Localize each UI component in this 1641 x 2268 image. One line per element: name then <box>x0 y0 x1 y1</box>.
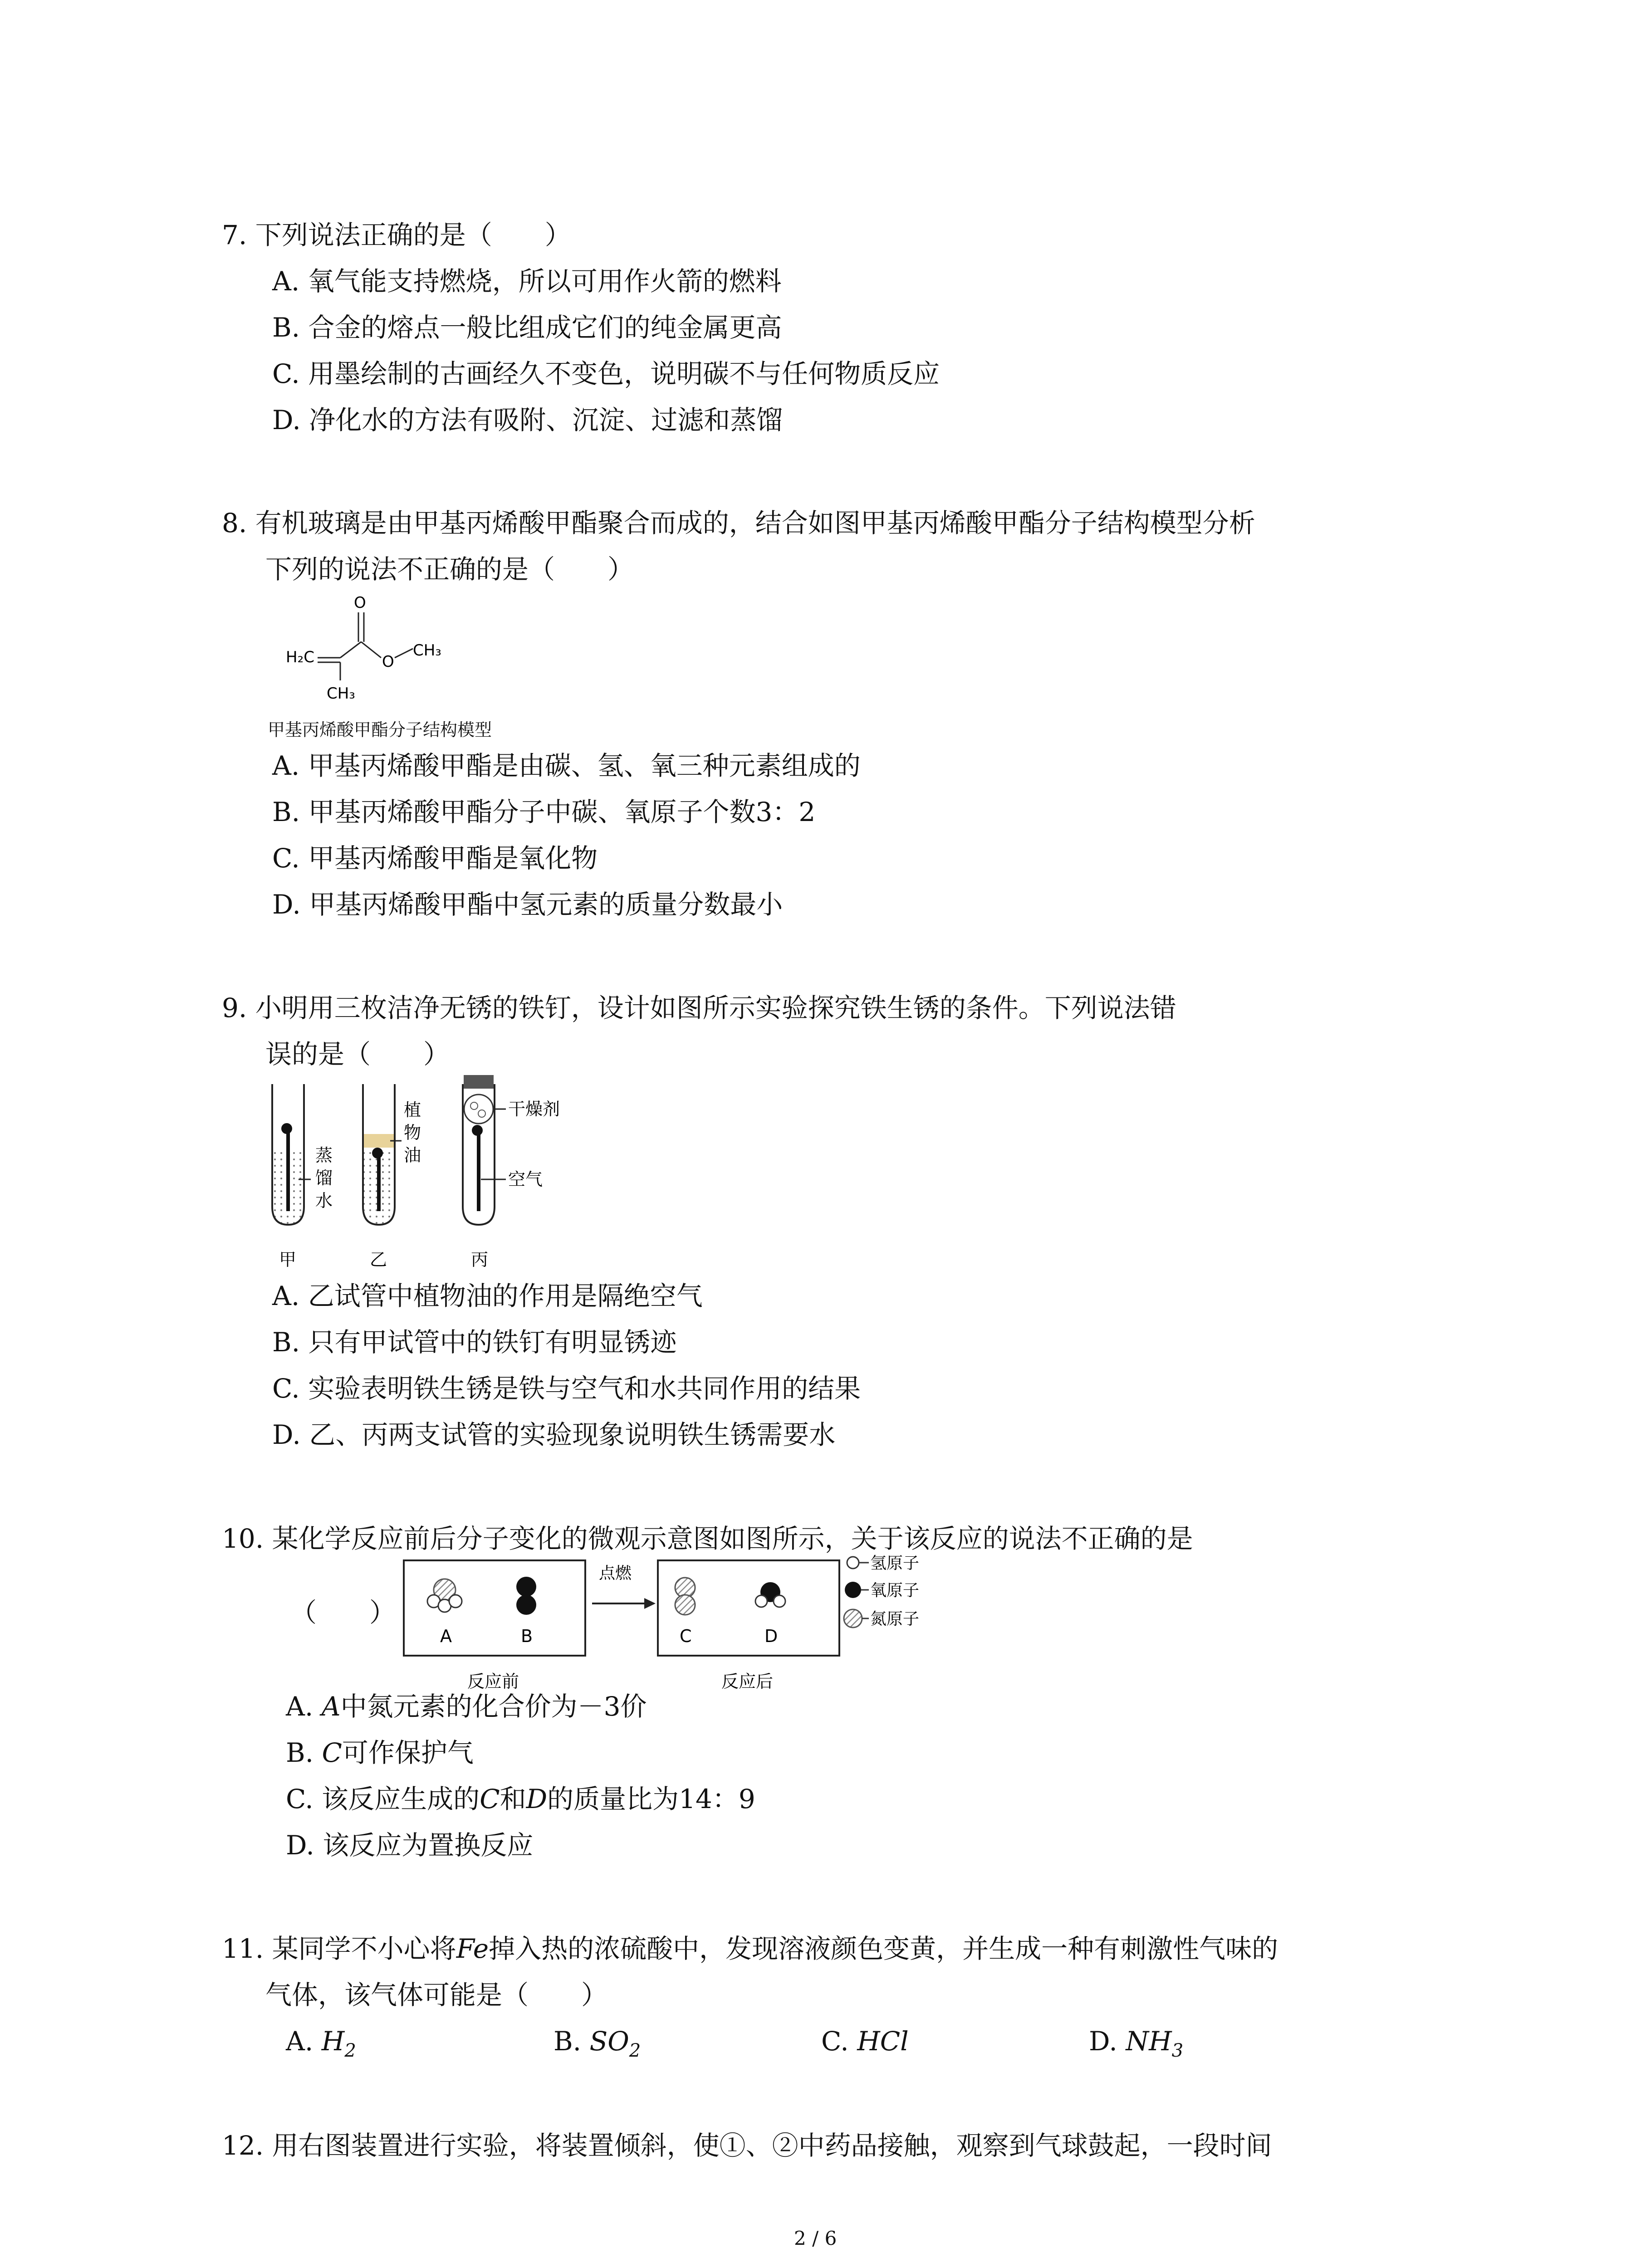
oil-label-3: 油 <box>404 1145 421 1165</box>
legend-oxygen: 氧原子 <box>870 1581 920 1600</box>
legend-hydrogen: 氢原子 <box>870 1554 920 1573</box>
tube-label-yi: 乙 <box>370 1250 387 1270</box>
q10-reaction-figure <box>399 1551 944 1701</box>
oil-label-1: 植 <box>404 1100 421 1120</box>
q9-option-b: B. 只有甲试管中的铁钉有明显锈迹 <box>272 1327 677 1358</box>
q8-figure-caption: 甲基丙烯酸甲酯分子结构模型 <box>268 720 492 740</box>
h2c-label: H₂C <box>286 648 314 666</box>
tube-label-jia: 甲 <box>279 1250 297 1270</box>
ignition-label: 点燃 <box>599 1564 632 1583</box>
legend-nitrogen: 氮原子 <box>870 1610 920 1628</box>
q7-stem: 7. 下列说法正确的是（ ） <box>222 220 571 250</box>
q7-option-d: D. 净化水的方法有吸附、沉淀、过滤和蒸馏 <box>272 405 783 435</box>
q11-option-d: D. $NH_3$ <box>1089 2026 1184 2061</box>
q8-stem-line1: 8. 有机玻璃是由甲基丙烯酸甲酯聚合而成的，结合如图甲基丙烯酸甲酯分子结构模型分析 <box>222 508 1255 538</box>
q7-option-a: A. 氧气能支持燃烧，所以可用作火箭的燃料 <box>272 266 782 297</box>
q9-option-c: C. 实验表明铁生锈是铁与空气和水共同作用的结果 <box>272 1373 861 1404</box>
q7-option-b: B. 合金的熔点一般比组成它们的纯金属更高 <box>272 312 782 343</box>
page-number: 2 / 6 <box>794 2227 837 2249</box>
label-a: A <box>440 1626 452 1646</box>
q10-option-a: A. A中氮元素的化合价为－3价 <box>286 1691 647 1722</box>
q8-option-c: C. 甲基丙烯酸甲酯是氧化物 <box>272 843 598 874</box>
q10-stem-line1: 10. 某化学反应前后分子变化的微观示意图如图所示，关于该反应的说法不正确的是 <box>222 1523 1193 1554</box>
carbonyl-o-label: O <box>354 594 366 612</box>
oil-label-2: 物 <box>404 1123 421 1143</box>
q8-option-a: A. 甲基丙烯酸甲酯是由碳、氢、氧三种元素组成的 <box>272 750 861 781</box>
q10-option-c: C. 该反应生成的C和D的质量比为14：9 <box>286 1784 755 1814</box>
label-b: B <box>521 1626 533 1646</box>
tube-label-bing: 丙 <box>471 1250 489 1270</box>
q10-stem-line2: （ ） <box>290 1597 396 1628</box>
q9-option-d: D. 乙、丙两支试管的实验现象说明铁生锈需要水 <box>272 1419 836 1450</box>
ester-o-label: O <box>382 653 394 671</box>
water-label-1: 蒸 <box>315 1145 333 1165</box>
tube-jia <box>272 1084 311 1225</box>
tube-bing <box>463 1075 506 1225</box>
before-box <box>404 1560 585 1656</box>
q8-stem-line2: 下列的说法不正确的是（ ） <box>265 554 634 585</box>
q8-option-d: D. 甲基丙烯酸甲酯中氢元素的质量分数最小 <box>272 889 783 920</box>
water-label-2: 馏 <box>315 1168 333 1188</box>
q11-option-b: B. $SO_2$ <box>554 2026 641 2061</box>
q12-stem-line1: 12. 用右图装置进行实验，将装置倾斜，使①、②中药品接触，观察到气球鼓起，一段时间 <box>222 2130 1272 2161</box>
desiccant-label: 干燥剂 <box>508 1099 560 1119</box>
q9-option-a: A. 乙试管中植物油的作用是隔绝空气 <box>272 1281 703 1311</box>
label-c: C <box>680 1626 692 1646</box>
q10-option-d: D. 该反应为置换反应 <box>286 1830 534 1861</box>
q9-stem-line1: 9. 小明用三枚洁净无锈的铁钉，设计如图所示实验探究铁生锈的条件。下列说法错 <box>222 992 1176 1023</box>
label-d: D <box>764 1626 778 1646</box>
q9-stem-line2: 误的是（ ） <box>265 1039 450 1070</box>
q7-option-c: C. 用墨绘制的古画经久不变色，说明碳不与任何物质反应 <box>272 358 940 389</box>
air-label: 空气 <box>508 1169 543 1189</box>
ch3-right-label: CH₃ <box>413 641 441 660</box>
q9-test-tubes-figure <box>254 1075 626 1275</box>
water-label-3: 水 <box>315 1191 333 1211</box>
q11-stem-line2: 气体，该气体可能是（ ） <box>265 1980 608 2010</box>
q8-structure-figure <box>268 590 476 717</box>
q11-stem-line1: 11. 某同学不小心将Fe掉入热的浓硫酸中，发现溶液颜色变黄，并生成一种有刺激性气味的 <box>222 1933 1279 1964</box>
q11-option-c: C. HCl <box>821 2026 909 2057</box>
q10-option-b: B. C可作保护气 <box>286 1737 474 1768</box>
tube-yi <box>363 1084 402 1225</box>
q8-option-b: B. 甲基丙烯酸甲酯分子中碳、氧原子个数3：2 <box>272 797 816 827</box>
after-caption: 反应后 <box>721 1672 774 1691</box>
ch3-bottom-label: CH₃ <box>327 684 355 703</box>
before-caption: 反应前 <box>467 1672 519 1691</box>
q11-option-a: A. $H_2$ <box>286 2026 356 2061</box>
